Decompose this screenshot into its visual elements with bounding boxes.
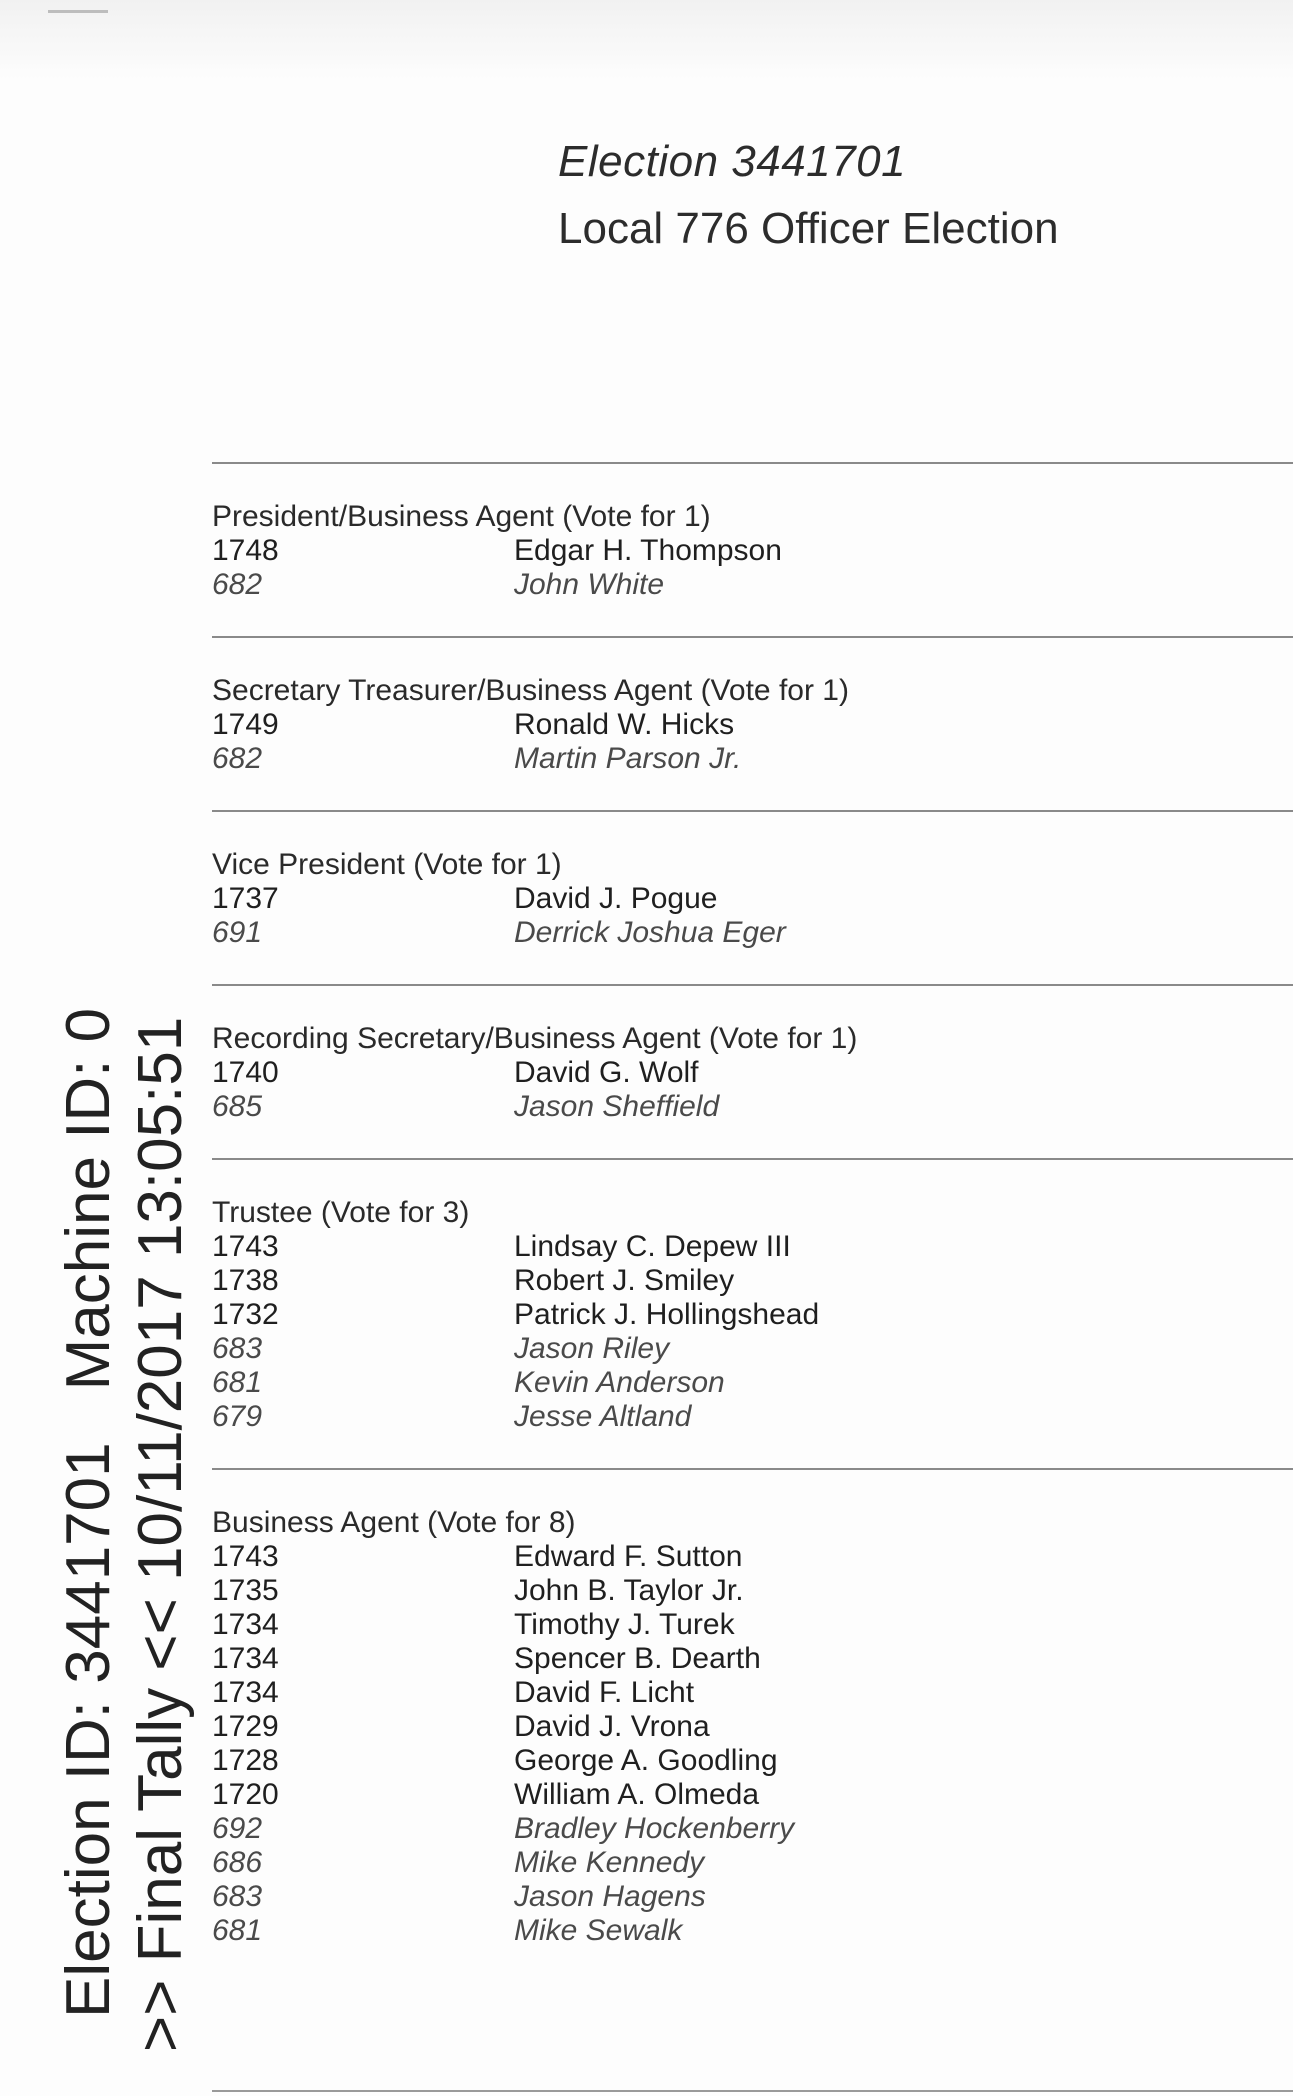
vote-count: 683 bbox=[212, 1880, 263, 1913]
result-row bbox=[212, 882, 1293, 916]
scan-shadow bbox=[0, 0, 1293, 80]
candidate-name: Patrick J. Hollingshead bbox=[514, 1298, 820, 1331]
candidate-name: Derrick Joshua Eger bbox=[514, 916, 786, 949]
result-row bbox=[212, 1332, 1293, 1366]
result-row bbox=[212, 1642, 1293, 1676]
vote-count: 691 bbox=[212, 916, 263, 949]
candidate-name: Martin Parson Jr. bbox=[514, 742, 742, 775]
vote-count: 681 bbox=[212, 1914, 263, 1947]
result-row bbox=[212, 742, 1293, 776]
result-row bbox=[212, 1264, 1293, 1298]
election-number: Election 3441701 bbox=[558, 137, 907, 186]
side-banner-tally bbox=[126, 1016, 195, 2052]
result-row bbox=[212, 1676, 1293, 1710]
final-tally-label: >> Final Tally << 10/11/2017 13:05:51 bbox=[126, 1016, 195, 2052]
candidate-name: Ronald W. Hicks bbox=[514, 708, 735, 741]
vote-count: 679 bbox=[212, 1400, 263, 1433]
scan-mark bbox=[48, 10, 108, 13]
race-title: President/Business Agent (Vote for 1) bbox=[212, 500, 711, 533]
result-row bbox=[212, 1608, 1293, 1642]
candidate-name: Kevin Anderson bbox=[514, 1366, 725, 1399]
race-title: Recording Secretary/Business Agent (Vote for 1) bbox=[212, 1022, 858, 1055]
candidate-name: Jason Hagens bbox=[514, 1880, 706, 1913]
race-title: Secretary Treasurer/Business Agent (Vote for 1) bbox=[212, 674, 849, 707]
candidate-name: Spencer B. Dearth bbox=[514, 1642, 761, 1675]
vote-count: 1734 bbox=[212, 1608, 279, 1641]
race-section bbox=[212, 1470, 1293, 1982]
result-row bbox=[212, 534, 1293, 568]
candidate-name: John B. Taylor Jr. bbox=[514, 1574, 744, 1607]
candidate-name: George A. Goodling bbox=[514, 1744, 778, 1777]
result-row bbox=[212, 1298, 1293, 1332]
vote-count: 683 bbox=[212, 1332, 263, 1365]
race-section bbox=[212, 986, 1293, 1158]
document-header bbox=[558, 130, 1059, 264]
race-results bbox=[212, 462, 1293, 1982]
vote-count: 1740 bbox=[212, 1056, 279, 1089]
machine-id-label: Machine ID: 0 bbox=[54, 1007, 123, 1391]
vote-count: 1743 bbox=[212, 1230, 279, 1263]
candidate-name: Bradley Hockenberry bbox=[514, 1812, 795, 1845]
race-section bbox=[212, 812, 1293, 984]
result-row bbox=[212, 1880, 1293, 1914]
result-row bbox=[212, 1846, 1293, 1880]
result-row bbox=[212, 1744, 1293, 1778]
candidate-name: Lindsay C. Depew III bbox=[514, 1230, 791, 1263]
candidate-name: David J. Pogue bbox=[514, 882, 718, 915]
race-title: Vice President (Vote for 1) bbox=[212, 848, 562, 881]
candidate-name: Edgar H. Thompson bbox=[514, 534, 782, 567]
result-row bbox=[212, 1090, 1293, 1124]
result-row bbox=[212, 1812, 1293, 1846]
candidate-name: Robert J. Smiley bbox=[514, 1264, 735, 1297]
candidate-name: David J. Vrona bbox=[514, 1710, 710, 1743]
result-row bbox=[212, 1230, 1293, 1264]
vote-count: 1735 bbox=[212, 1574, 279, 1607]
candidate-name: John White bbox=[514, 568, 665, 601]
candidate-name: David G. Wolf bbox=[514, 1056, 699, 1089]
race-section bbox=[212, 464, 1293, 636]
vote-count: 686 bbox=[212, 1846, 263, 1879]
vote-count: 1738 bbox=[212, 1264, 279, 1297]
vote-count: 1729 bbox=[212, 1710, 279, 1743]
candidate-name: William A. Olmeda bbox=[514, 1778, 760, 1811]
vote-count: 682 bbox=[212, 742, 263, 775]
vote-count: 682 bbox=[212, 568, 263, 601]
side-banner-ids bbox=[54, 1007, 123, 2018]
result-row bbox=[212, 1400, 1293, 1434]
vote-count: 1728 bbox=[212, 1744, 279, 1777]
bottom-divider bbox=[212, 2090, 1293, 2092]
result-row bbox=[212, 1574, 1293, 1608]
candidate-name: Mike Sewalk bbox=[514, 1914, 683, 1947]
vote-count: 1743 bbox=[212, 1540, 279, 1573]
race-section bbox=[212, 1160, 1293, 1468]
result-row bbox=[212, 568, 1293, 602]
result-row bbox=[212, 1540, 1293, 1574]
result-row bbox=[212, 1366, 1293, 1400]
vote-count: 1737 bbox=[212, 882, 279, 915]
result-row bbox=[212, 708, 1293, 742]
race-section bbox=[212, 638, 1293, 810]
candidate-name: Jesse Altland bbox=[514, 1400, 692, 1433]
vote-count: 685 bbox=[212, 1090, 263, 1123]
result-row bbox=[212, 1056, 1293, 1090]
result-row bbox=[212, 1710, 1293, 1744]
candidate-name: Edward F. Sutton bbox=[514, 1540, 743, 1573]
candidate-name: Jason Riley bbox=[514, 1332, 670, 1365]
vote-count: 1749 bbox=[212, 708, 279, 741]
vote-count: 1748 bbox=[212, 534, 279, 567]
result-row bbox=[212, 1778, 1293, 1812]
candidate-name: Mike Kennedy bbox=[514, 1846, 705, 1879]
candidate-name: Jason Sheffield bbox=[514, 1090, 720, 1123]
vote-count: 1720 bbox=[212, 1778, 279, 1811]
race-title: Trustee (Vote for 3) bbox=[212, 1196, 470, 1229]
candidate-name: David F. Licht bbox=[514, 1676, 695, 1709]
race-title: Business Agent (Vote for 8) bbox=[212, 1506, 576, 1539]
election-name: Local 776 Officer Election bbox=[558, 204, 1059, 253]
vote-count: 1734 bbox=[212, 1676, 279, 1709]
result-row bbox=[212, 1914, 1293, 1948]
vote-count: 1732 bbox=[212, 1298, 279, 1331]
result-row bbox=[212, 916, 1293, 950]
election-id-label: Election ID: 3441701 bbox=[54, 1442, 123, 2018]
vote-count: 1734 bbox=[212, 1642, 279, 1675]
vote-count: 692 bbox=[212, 1812, 263, 1845]
vote-count: 681 bbox=[212, 1366, 263, 1399]
candidate-name: Timothy J. Turek bbox=[514, 1608, 735, 1641]
